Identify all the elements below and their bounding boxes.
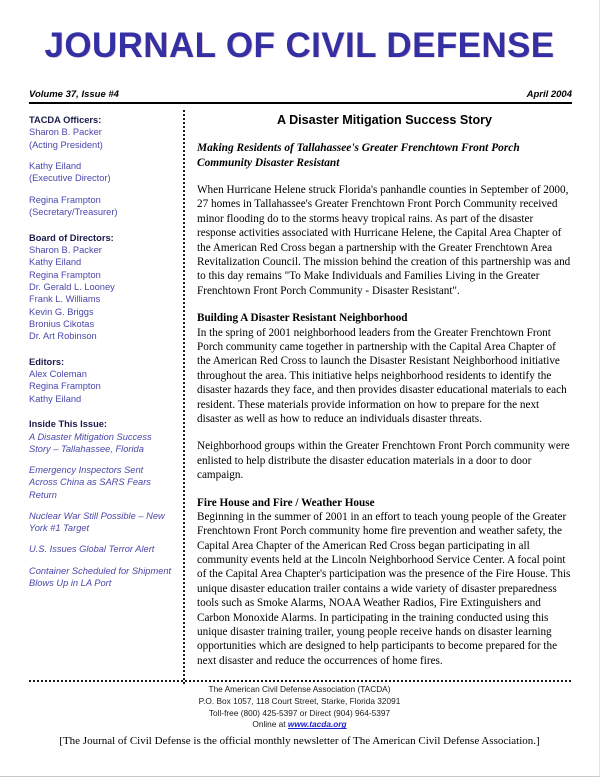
footer [0,684,599,748]
board-member: Kathy Eiland [29,257,82,268]
inside-issue-item[interactable]: U.S. Issues Global Terror Alert [29,544,155,555]
sidebar-section-officers [29,114,173,219]
editors-heading: Editors: [29,356,65,367]
board-member: Dr. Art Robinson [29,331,97,342]
article-paragraph: When Hurricane Helene struck Florida's panhandle counties in September of 2000, 27 homes in Tallahassee's Greater Frenchtown Front Porch Community received minor flooding do to the storms heavy tropical rains. As part of the disaster response activities associated with Hurricane Helene, the Capital Area Chapter of the American Red Cross began a partnership with the Greater Frenchtown Area Revitalization Council. The mission behind the creation of this partnership was and to this day remains "To Make Individuals and Families Living in the Greater Frenchtown Front Porch Community - Disaster Resistant". [197,184,571,297]
editor-name: Kathy Eiland [29,393,82,404]
inside-issue-item[interactable]: Container Scheduled for Shipment Blows Up in LA Port [29,565,172,588]
board-member: Frank L. Williams [29,294,101,305]
article-section-heading: Building A Disaster Resistant Neighborhood [197,312,408,325]
footer-online-prefix: Online at [252,719,288,730]
article-paragraph: Neighborhood groups within the Greater Frenchtown Front Porch community were enlisted to help distribute the disaster education materials in a door to door campaign. [197,440,570,482]
board-member: Dr. Gerald L. Looney [29,281,115,292]
officer-entry [29,160,173,185]
article [186,110,572,685]
officer-role: (Executive Director) [29,173,111,184]
officer-name: Regina Frampton [29,194,101,205]
board-member: Bronius Cikotas [29,319,95,330]
article-subtitle: Making Residents of Tallahassee's Greater Frenchtown Front Porch Community Disaster Resistant [197,142,520,169]
inside-issue-item[interactable]: Emergency Inspectors Sent Across China as SARS Fears Return [29,465,151,500]
officer-name: Kathy Eiland [29,161,82,172]
sidebar-section-board [29,232,173,343]
board-member: Regina Frampton [29,269,101,280]
volume-issue: Volume 37, Issue #4 [29,89,119,100]
sidebar-section-inside-this-issue [29,418,173,589]
board-heading: Board of Directors: [29,232,114,243]
editor-name: Regina Frampton [29,381,101,392]
inside-this-issue-heading: Inside This Issue: [29,419,108,430]
sidebar [29,110,181,685]
footer-divider [29,680,572,682]
editor-name: Alex Coleman [29,369,87,380]
page-title: JOURNAL OF CIVIL DEFENSE [44,26,555,65]
footer-organization: The American Civil Defense Association (TACDA) [208,684,391,694]
article-section-heading: Fire House and Fire / Weather House [197,496,375,509]
footer-phone: Toll-free (800) 425-5397 or Direct (904) 964-5397 [208,707,391,718]
officer-role: (Secretary/Treasurer) [29,207,118,218]
officers-heading: TACDA Officers: [29,115,102,125]
officer-entry [29,194,173,219]
sidebar-section-editors [29,356,173,405]
article-headline: A Disaster Mitigation Success Story [276,113,493,127]
officer-name: Sharon B. Packer [29,127,102,138]
officer-role: (Acting President) [29,139,103,150]
content-columns [29,110,572,685]
inside-issue-item[interactable]: Nuclear War Still Possible – New York #1 Target [29,510,165,534]
volume-bar [29,89,572,104]
footer-online [0,719,599,731]
footer-address: P.O. Box 1057, 118 Court Street, Starke, Florida 32091 [198,695,401,706]
article-paragraph: In the spring of 2001 neighborhood leaders from the Greater Frenchtown Front Porch community came together in partnership with the Capital Area Chapter of the American Red Cross to launch the Disaster Resistant Neighborhood initiative throughout the area. This initiative helps neighborhood residents to identify the disaster hazards they face, and then provides disaster educational materials to each resident. These materials provide information on how to prepare for the next disaster as well as how to reduce an individuals disaster threats. [197,326,567,425]
officer-entry [29,126,173,151]
issue-date: April 2004 [526,89,572,100]
footer-note: [The Journal of Civil Defense is the official monthly newsletter of The American Civil Defense Association.] [59,735,540,748]
footer-website-link[interactable]: www.tacda.org [287,719,347,730]
masthead [0,0,599,63]
board-member: Sharon B. Packer [29,244,102,255]
article-paragraph: Beginning in the summer of 2001 in an effort to teach young people of the Greater Frenchtown Front Porch community home fire prevention and weather safety, the Capital Area Chapter of the American Red Cross began participating in all community events held at the Lincoln Neighborhood Service Center. A focal point of the Capital Area Chapter's participation was the presence of the Fire House. This unique disaster education trailer contains a wide variety of disaster preparedness tools such as Smoke Alarms, NOAA Weather Radios, Fire Extinguishers and Carbon Monoxide Alarms. In participating in the training conducted using this unique disaster training trailer, young people receive hands on disaster learning opportunities which are designed to help participants to become prepared for the next disaster and reduce the occurrences of home fires. [197,510,571,667]
inside-issue-item[interactable]: A Disaster Mitigation Success Story – Tallahassee, Florida [29,431,152,454]
board-member: Kevin G. Briggs [29,306,94,317]
